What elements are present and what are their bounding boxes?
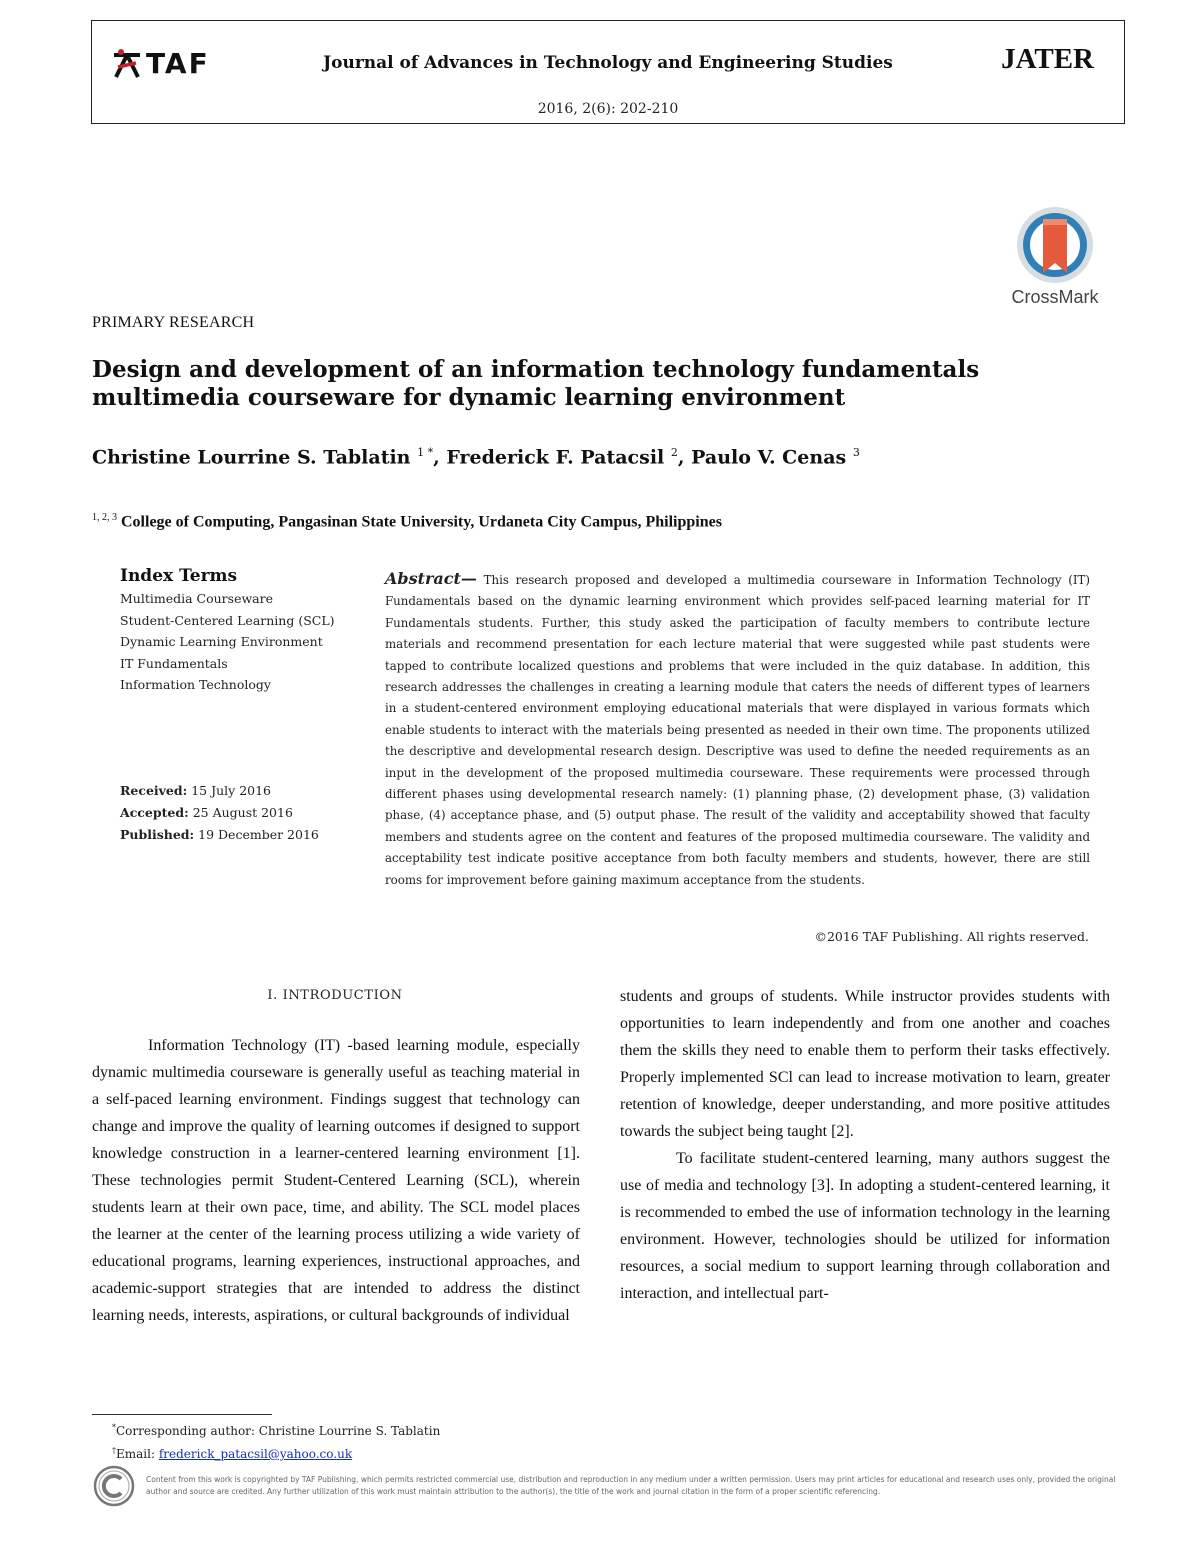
author-separator: , (677, 446, 692, 469)
paragraph: students and groups of students. While instructor provides students with opportunities to learn independently and from one another and coaches them the skills they need to enable them to perform their tasks effectively. Properly implemented SCl can lead to increase motivation to learn, greater retention of knowledge, deeper understanding, and more positive attitudes towards the subject being taught [2]. (620, 988, 1110, 1140)
affiliation-text: College of Computing, Pangasinan State University, Urdaneta City Campus, Philippines (121, 513, 722, 531)
index-term: Dynamic Learning Environment (120, 634, 323, 649)
author-list (92, 446, 860, 468)
body-column-left (92, 1032, 580, 1329)
index-term: Information Technology (120, 677, 271, 692)
journal-header (91, 20, 1125, 124)
license-statement: Content from this work is copyrighted by TAF Publishing, which permits restricted commercial use, distribution and reproduction in any medium under a written permission. Users may print articles for educational and research uses only, provided the original author and source are credited. Any further utilization of this work must maintain attribution to the author(s), the title of the work and journal citation in the form of a proper scientific referencing. (146, 1475, 1116, 1496)
journal-citation: 2016, 2(6): 202-210 (537, 101, 679, 117)
email-note: †Email: frederick_patacsil@yahoo.co.uk (112, 1446, 353, 1461)
crossmark-label: CrossMark (1011, 287, 1099, 307)
corresponding-author-note: *Corresponding author: Christine Lourrine S. Tablatin (112, 1423, 441, 1438)
copyright-icon (92, 1464, 136, 1512)
crossmark-badge[interactable] (1003, 205, 1107, 308)
email-link[interactable]: frederick_patacsil@yahoo.co.uk (158, 1447, 353, 1461)
author-affiliation-mark: 1 * (417, 446, 434, 459)
article-dates (120, 780, 380, 846)
author-affiliation-mark: 2 (670, 446, 678, 459)
logo-text: TAF (146, 47, 210, 80)
author-affiliation-mark: 3 (852, 446, 860, 459)
abstract (385, 568, 1090, 891)
affiliation-mark: 1, 2, 3 (92, 512, 117, 523)
paragraph: Information Technology (IT) -based learning module, especially dynamic multimedia courseware is generally useful as teaching material in a self-paced learning environment. Findings suggest that technology can change and improve the quality of learning outcomes if designed to support knowledge construction in a learner-centered learning environment [1]. These technologies permit Student-Centered Learning (SCL), wherein students learn at their own pace, time, and ability. The SCL model places the learner at the center of the learning process utilizing a wide variety of educational programs, learning experiences, instructional approaches, and academic-support strategies that are intended to address the distinct learning needs, interests, aspirations, or cultural backgrounds of individual (92, 1037, 580, 1324)
index-terms (120, 566, 360, 696)
abstract-text: This research proposed and developed a multimedia courseware in Information Technology (IT) Fundamentals based on the dynamic learning environment which provides self-paced learning material for IT Fundamentals students. Further, this study asked the participation of faculty members to contribute lecture materials and recommend presentation for each lecture material that were suggested while past students were tapped to contribute localized questions and problems that were included in the quiz database. In addition, this research addresses the challenges in creating a learning module that caters the needs of different types of learners in a student-centered environment employing educational materials that were displayed in various formats which enable students to interact with the materials being presented as needed in their own time. The proponents utilized the descriptive and developmental research design. Descriptive was used to define the needed requirements as an input in the development of the proposed multimedia courseware. These requirements were processed through different phases using developmental research namely: (1) planning phase, (2) development phase, (3) validation phase, (4) acceptance phase, and (5) output phase. The result of the validity and acceptability showed that faculty members and students agree on the content and features of the proposed multimedia courseware. The validity and acceptability test indicate positive acceptance from both faculty members and students, however, there are still rooms for improvement before gaining maximum acceptance from the students. (385, 573, 1091, 887)
index-term: IT Fundamentals (120, 655, 228, 671)
index-term: Student-Centered Learning (SCL) (120, 612, 335, 628)
copyright-notice: ©2016 TAF Publishing. All rights reserved. (814, 929, 1089, 944)
section-heading: I. INTRODUCTION (267, 988, 403, 1003)
footnote-divider (92, 1414, 272, 1415)
abstract-label: Abstract— (385, 569, 477, 588)
author-name: Christine Lourrine S. Tablatin (92, 446, 411, 469)
paragraph: To facilitate student-centered learning, many authors suggest the use of media and technology [3]. In adopting a student-centered learning, it is recommended to embed the use of information technology in the learning environment. However, technologies should be utilized for information resources, a social medium to support learning through collaboration and interaction, and intellectual part- (620, 1150, 1110, 1302)
article-title: Design and development of an information technology fundamentals multimedia courseware for dynamic learning environment (92, 356, 980, 411)
author-name: Paulo V. Cenas (691, 446, 847, 469)
author-name: Frederick F. Patacsil (446, 446, 665, 469)
body-column-right (620, 983, 1110, 1307)
article-type: PRIMARY RESEARCH (92, 314, 255, 331)
footnotes (112, 1418, 440, 1464)
index-term: Multimedia Courseware (120, 591, 273, 606)
published-date: Published: 19 December 2016 (120, 827, 319, 842)
index-terms-heading: Index Terms (120, 566, 238, 586)
author-separator: , (433, 446, 447, 469)
affiliation (92, 512, 722, 531)
journal-abbreviation: JATER (1001, 43, 1094, 75)
crossmark-icon (1010, 205, 1100, 287)
accepted-date: Accepted: 25 August 2016 (120, 805, 293, 820)
received-date: Received: 15 July 2016 (120, 783, 272, 798)
journal-title: Journal of Advances in Technology and Engineering Studies (323, 53, 893, 73)
